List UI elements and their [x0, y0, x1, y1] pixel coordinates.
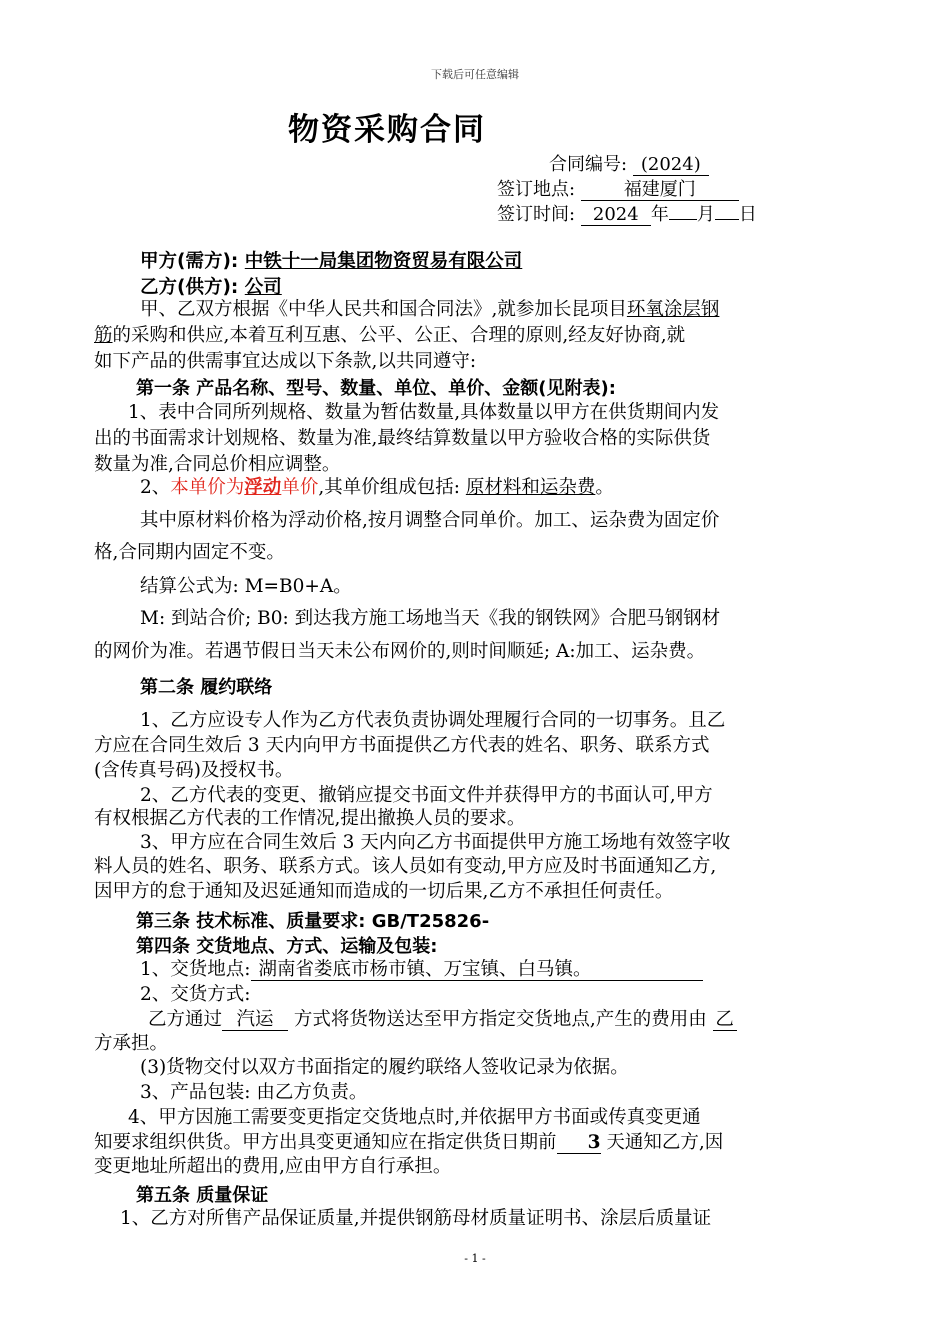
- party-a: [140, 247, 522, 273]
- signing-place-value: 福建厦门: [581, 180, 739, 201]
- signing-time-label: 签订时间:: [497, 204, 576, 225]
- article-3-title: 第三条 技术标准、质量要求: GB/T25826-: [136, 911, 490, 932]
- signing-place: [497, 175, 739, 201]
- art4-p1: 1、交货地点: 湖南省娄底市杨市镇、万宝镇、白马镇。: [140, 957, 703, 983]
- art2-p1-line3: (含传真号码)及授权书。: [94, 760, 294, 781]
- party-b-label: 乙方(供方):: [140, 277, 239, 298]
- art4-p5-line3: 变更地址所超出的费用,应由甲方自行承担。: [94, 1156, 452, 1177]
- art1-p1-line1: 1、表中合同所列规格、数量为暂估数量,具体数量以甲方在供货期间内发: [128, 402, 720, 423]
- intro-line-1: 甲、乙双方根据《中华人民共和国合同法》,就参加长昆项目环氧涂层钢: [140, 299, 720, 320]
- art2-p2-line2: 有权根据乙方代表的工作情况,提出撤换人员的要求。: [94, 808, 526, 829]
- article-5-title: 第五条 质量保证: [136, 1185, 269, 1206]
- contract-number-label: 合同编号:: [549, 154, 628, 175]
- intro-line-3: 如下产品的供需事宜达成以下条款,以共同遵守:: [94, 351, 477, 372]
- art4-p3: (3)货物交付以双方书面指定的履约联络人签收记录为依据。: [140, 1057, 629, 1078]
- art1-p3-line1: 其中原材料价格为浮动价格,按月调整合同单价。加工、运杂费为固定价: [140, 510, 720, 531]
- intro-line-2: 筋的采购和供应,本着互利互惠、公平、公正、合理的原则,经友好协商,就: [94, 325, 686, 346]
- art4-p2a-line2: 方承担。: [94, 1033, 169, 1054]
- art4-p2: 2、交货方式:: [140, 984, 251, 1005]
- party-a-label: 甲方(需方):: [140, 251, 239, 272]
- art1-p4: 结算公式为: M=B0+A。: [140, 576, 352, 597]
- signing-month-blank: [669, 219, 697, 220]
- article-4-title: 第四条 交货地点、方式、运输及包装:: [136, 936, 438, 957]
- signing-time: 签订时间: 2024 年 月 日: [497, 204, 757, 225]
- signing-day-blank: [715, 219, 739, 220]
- signing-place-label: 签订地点:: [497, 179, 576, 200]
- art1-p5-line1: M: 到站合价; B0: 到达我方施工场地当天《我的钢铁网》合肥马钢钢材: [140, 608, 721, 629]
- art4-p4: 3、产品包装: 由乙方负责。: [140, 1082, 368, 1103]
- article-1-title: 第一条 产品名称、型号、数量、单位、单价、金额(见附表):: [136, 378, 616, 399]
- art5-p1-line1: 1、乙方对所售产品保证质量,并提供钢筋母材质量证明书、涂层后质量证: [120, 1208, 712, 1229]
- art1-p1-line3: 数量为准,合同总价相应调整。: [94, 454, 341, 475]
- party-b: [140, 273, 282, 299]
- art4-p5-line2: 知要求组织供货。甲方出具变更通知应在指定供货日期前 3 天通知乙方,因: [94, 1132, 724, 1153]
- signing-year: 2024: [581, 205, 651, 226]
- art2-p3-line1: 3、甲方应在合同生效后 3 天内向乙方书面提供甲方施工场地有效签字收: [140, 832, 731, 853]
- art2-p1-line2: 方应在合同生效后 3 天内向甲方书面提供乙方代表的姓名、职务、联系方式: [94, 735, 710, 756]
- art1-p2: 2、本单价为浮动单价,其单价组成包括: 原材料和运杂费。: [140, 477, 614, 498]
- art1-p3-line2: 格,合同期内固定不变。: [94, 542, 285, 563]
- party-b-name: 公司: [244, 277, 282, 298]
- art2-p3-line3: 因甲方的怠于通知及迟延通知而造成的一切后果,乙方不承担任何责任。: [94, 881, 674, 902]
- art1-p1-line2: 出的书面需求计划规格、数量为准,最终结算数量以甲方验收合格的实际供货: [94, 428, 711, 449]
- art2-p1-line1: 1、乙方应设专人作为乙方代表负责协调处理履行合同的一切事务。且乙: [140, 710, 726, 731]
- art1-p5-line2: 的网价为准。若遇节假日当天未公布网价的,则时间顺延; A:加工、运杂费。: [94, 641, 706, 662]
- contract-number: [549, 150, 709, 176]
- page-number: - 1 -: [464, 1252, 486, 1265]
- article-2-title: 第二条 履约联络: [140, 677, 273, 698]
- art4-p2a-line1: 乙方通过 汽运 方式将货物送达至甲方指定交货地点,产生的费用由 乙: [148, 1007, 737, 1033]
- art2-p2-line1: 2、乙方代表的变更、撤销应提交书面文件并获得甲方的书面认可,甲方: [140, 785, 713, 806]
- document-title: 物资采购合同: [288, 112, 486, 148]
- contract-number-value: (2024): [633, 155, 709, 176]
- party-a-name: 中铁十一局集团物资贸易有限公司: [244, 251, 523, 272]
- art2-p3-line2: 料人员的姓名、职务、联系方式。该人员如有变动,甲方应及时书面通知乙方,: [94, 856, 717, 877]
- delivery-location: 湖南省娄底市杨市镇、万宝镇、白马镇。: [251, 960, 703, 981]
- header-note: 下载后可任意编辑: [431, 68, 519, 81]
- art4-p5-line1: 4、甲方因施工需要变更指定交货地点时,并依据甲方书面或传真变更通: [128, 1107, 701, 1128]
